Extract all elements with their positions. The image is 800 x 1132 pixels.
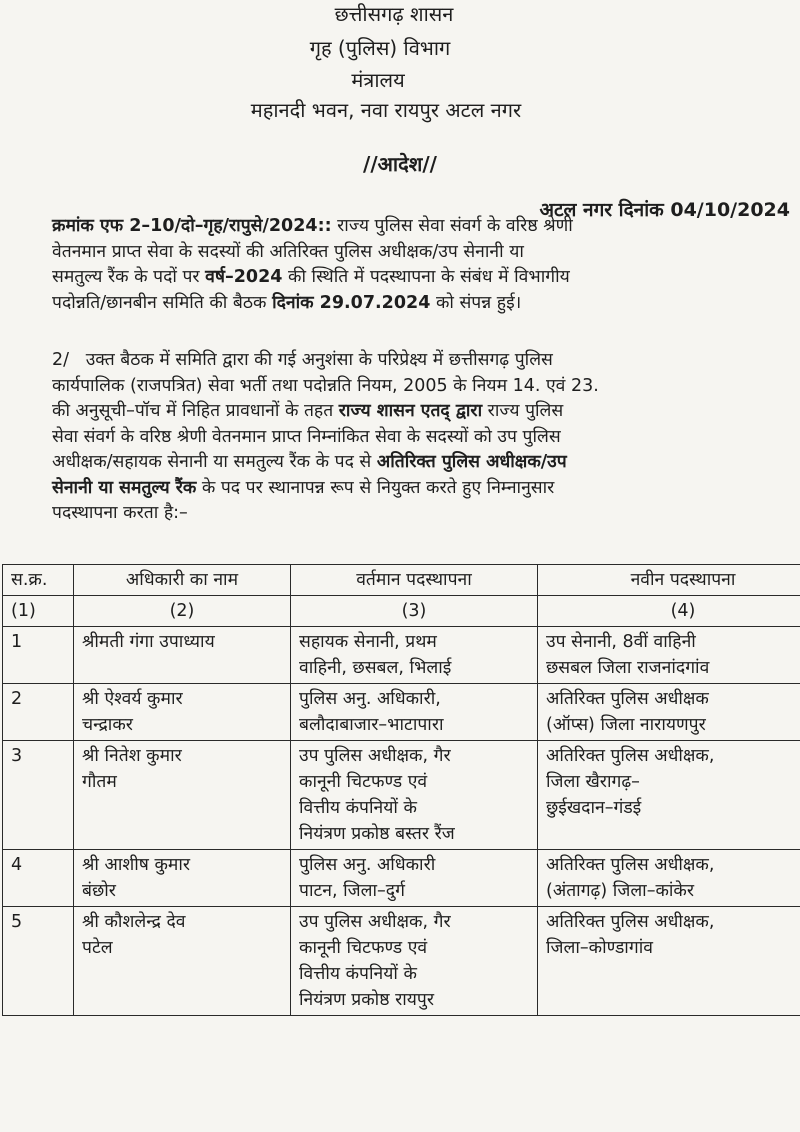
cell-current-posting-line: वाहिनी, छसबल, भिलाई — [299, 658, 452, 678]
cell-current-posting-line: वित्तीय कंपनियों के — [299, 798, 417, 818]
cell-serial: 4 — [3, 850, 74, 907]
table-column-number-row — [3, 596, 800, 627]
table-row — [3, 684, 800, 741]
table-row — [3, 907, 800, 1016]
cell-officer-name-line: गौतम — [82, 772, 117, 792]
cell-current-posting — [291, 627, 538, 684]
cell-current-posting-line: कानूनी चिटफण्ड एवं — [299, 938, 428, 958]
cell-new-posting-line: जिला–कोण्डागांव — [546, 938, 653, 958]
cell-officer-name-line: श्री आशीष कुमार — [82, 855, 191, 875]
table-row — [3, 627, 800, 684]
cell-new-posting-line: अतिरिक्त पुलिस अधीक्षक, — [546, 855, 715, 875]
order-title: //आदेश// — [363, 152, 437, 176]
cell-officer-name — [74, 741, 291, 850]
paragraph-2-line-6: सेनानी या समतुल्य रैंक के पद पर स्थानापन्न रूप से नियुक्त करते हुए निम्नानुसार — [52, 477, 555, 498]
posting-table — [2, 564, 800, 1016]
cell-new-posting — [538, 741, 800, 850]
order-date: अटल नगर दिनांक 04/10/2024 — [539, 199, 790, 221]
paragraph-1-line-2: वेतनमान प्राप्त सेवा के सदस्यों की अतिरिक्त पुलिस अधीक्षक/उप सेनानी या — [52, 241, 524, 262]
cell-new-posting-line: अतिरिक्त पुलिस अधीक्षक — [546, 689, 709, 709]
cell-new-posting-line: उप सेनानी, 8वीं वाहिनी — [546, 632, 696, 652]
cell-serial: 1 — [3, 627, 74, 684]
cell-officer-name-line: श्रीमती गंगा उपाध्याय — [82, 632, 215, 652]
cell-new-posting-line: (अंतागढ़) जिला–कांकेर — [546, 881, 695, 901]
cell-officer-name — [74, 684, 291, 741]
table-header-row — [3, 565, 800, 596]
order-reference: क्रमांक एफ 2–10/दो–गृह/रापुसे/2024:: — [52, 216, 332, 236]
cell-current-posting-line: सहायक सेनानी, प्रथम — [299, 632, 437, 652]
cell-new-posting-line: अतिरिक्त पुलिस अधीक्षक, — [546, 746, 715, 766]
cell-officer-name — [74, 627, 291, 684]
cell-officer-name — [74, 850, 291, 907]
paragraph-1 — [52, 214, 792, 316]
cell-new-posting-line: छसबल जिला राजनांदगांव — [546, 658, 710, 678]
cell-officer-name-line: श्री नितेश कुमार — [82, 746, 182, 766]
col-number-1: (1) — [3, 596, 74, 627]
cell-current-posting-line: पाटन, जिला–दुर्ग — [299, 881, 405, 901]
cell-officer-name — [74, 907, 291, 1016]
cell-current-posting — [291, 850, 538, 907]
cell-officer-name-line: चन्द्राकर — [82, 715, 133, 735]
cell-current-posting-line: पुलिस अनु. अधिकारी, — [299, 689, 441, 709]
header-new-posting: नवीन पदस्थापना — [538, 565, 800, 596]
cell-new-posting-line: (ऑप्स) जिला नारायणपुर — [546, 715, 706, 735]
header-current-posting: वर्तमान पदस्थापना — [291, 565, 538, 596]
cell-current-posting-line: कानूनी चिटफण्ड एवं — [299, 772, 428, 792]
header-government: छत्तीसगढ़ शासन — [334, 2, 454, 26]
cell-current-posting — [291, 741, 538, 850]
cell-new-posting — [538, 850, 800, 907]
paragraph-2-line-7: पदस्थापना करता है:– — [52, 503, 188, 523]
cell-new-posting-line: अतिरिक्त पुलिस अधीक्षक, — [546, 912, 715, 932]
cell-current-posting-line: नियंत्रण प्रकोष्ठ बस्तर रैंज — [299, 824, 455, 844]
cell-current-posting-line: उप पुलिस अधीक्षक, गैर — [299, 746, 451, 766]
col-number-3: (3) — [291, 596, 538, 627]
cell-new-posting-line: जिला खैरागढ़– — [546, 772, 640, 792]
cell-serial: 2 — [3, 684, 74, 741]
paragraph-2-line-3: की अनुसूची–पॉच में निहित प्रावधानों के तहत राज्य शासन एतद् द्वारा राज्य पुलिस — [52, 401, 564, 421]
cell-current-posting — [291, 907, 538, 1016]
col-number-2: (2) — [74, 596, 291, 627]
cell-officer-name-line: बंछोर — [82, 881, 116, 901]
paragraph-1-line-1: क्रमांक एफ 2–10/दो–गृह/रापुसे/2024:: राज्य पुलिस सेवा संवर्ग के वरिष्ठ श्रेणी — [52, 216, 573, 236]
cell-serial: 3 — [3, 741, 74, 850]
paragraph-1-line-4: पदोन्नति/छानबीन समिति की बैठक दिनांक 29.07.2024 को संपन्न हुई। — [52, 292, 522, 313]
cell-serial: 5 — [3, 907, 74, 1016]
header-address: महानदी भवन, नवा रायपुर अटल नगर — [250, 98, 522, 122]
cell-current-posting — [291, 684, 538, 741]
paragraph-2-line-4: सेवा संवर्ग के वरिष्ठ श्रेणी वेतनमान प्राप्त निम्नांकित सेवा के सदस्यों को उप पुलिस — [52, 426, 561, 447]
header-serial: स.क्र. — [3, 565, 74, 596]
paragraph-2-line-1: 2/ उक्त बैठक में समिति द्वारा की गई अनुशंसा के परिप्रेक्ष्य में छत्तीसगढ़ पुलिस — [52, 350, 553, 370]
header-officer-name: अधिकारी का नाम — [74, 565, 291, 596]
cell-officer-name-line: श्री ऐश्वर्य कुमार — [82, 689, 183, 709]
cell-current-posting-line: वित्तीय कंपनियों के — [299, 964, 417, 984]
cell-current-posting-line: उप पुलिस अधीक्षक, गैर — [299, 912, 451, 932]
cell-new-posting-line: छुईखदान–गंडई — [546, 798, 642, 818]
table-row — [3, 850, 800, 907]
cell-current-posting-line: बलौदाबाजार–भाटापारा — [299, 715, 444, 735]
cell-officer-name-line: पटेल — [82, 938, 113, 958]
cell-current-posting-line: पुलिस अनु. अधिकारी — [299, 855, 436, 875]
header-office: मंत्रालय — [351, 68, 405, 92]
cell-officer-name-line: श्री कौशलेन्द्र देव — [82, 912, 186, 932]
cell-current-posting-line: नियंत्रण प्रकोष्ठ रायपुर — [299, 990, 435, 1010]
col-number-4: (4) — [538, 596, 800, 627]
paragraph-2 — [52, 348, 792, 527]
table-row — [3, 741, 800, 850]
cell-new-posting — [538, 627, 800, 684]
paragraph-2-line-2: कार्यपालिक (राजपत्रित) सेवा भर्ती तथा पदोन्नति नियम, 2005 के नियम 14. एवं 23. — [52, 375, 599, 396]
paragraph-2-line-5: अधीक्षक/सहायक सेनानी या समतुल्य रैंक के पद से अतिरिक्त पुलिस अधीक्षक/उप — [52, 452, 567, 472]
header-department: गृह (पुलिस) विभाग — [309, 36, 451, 60]
cell-new-posting — [538, 684, 800, 741]
paragraph-1-line-3: समतुल्य रैंक के पदों पर वर्ष–2024 की स्थिति में पदस्थापना के संबंध में विभागीय — [52, 267, 570, 287]
cell-new-posting — [538, 907, 800, 1016]
